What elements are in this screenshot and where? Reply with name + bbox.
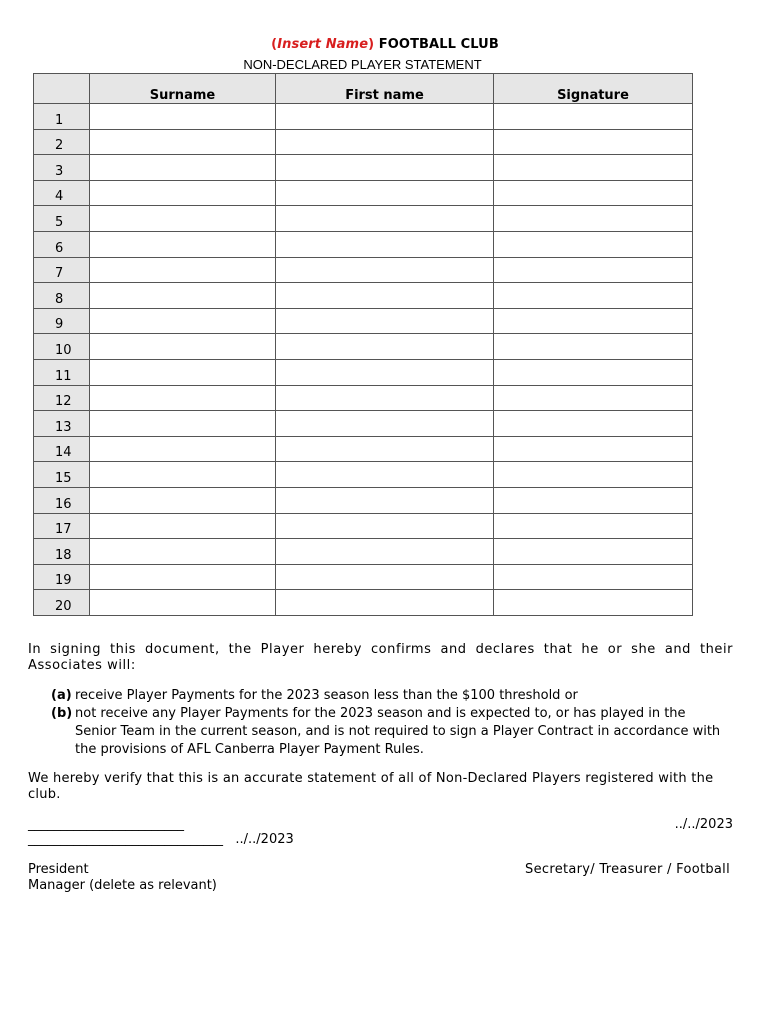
item-text: receive Player Payments for the 2023 season less than the $100 threshold or [75, 688, 578, 703]
first-name-cell[interactable] [276, 231, 494, 257]
signature-cell[interactable] [494, 462, 693, 488]
surname-cell[interactable] [90, 436, 276, 462]
declaration-items [51, 687, 731, 759]
row-number: 15 [34, 462, 90, 488]
surname-cell[interactable] [90, 206, 276, 232]
signature-cell[interactable] [494, 206, 693, 232]
first-name-cell[interactable] [276, 334, 494, 360]
table-row [34, 590, 693, 616]
player-table [33, 73, 693, 616]
president-label: President [28, 862, 89, 877]
signature-cell[interactable] [494, 308, 693, 334]
first-name-cell[interactable] [276, 590, 494, 616]
first-name-cell[interactable] [276, 206, 494, 232]
item-text: not receive any Player Payments for the 2023 season and is expected to, or has played in the Senior Team in the current season, and is not required to sign a Player Contract in accordance with the provisions of AFL Canberra Player Payment Rules. [75, 706, 721, 757]
signature-cell[interactable] [494, 436, 693, 462]
secretary-label: Secretary/ Treasurer / Football [525, 862, 730, 877]
signature-cell[interactable] [494, 129, 693, 155]
signature-line-with-date: ______________________________ ../../2023 [28, 832, 294, 847]
row-number: 20 [34, 590, 90, 616]
surname-cell[interactable] [90, 487, 276, 513]
table-row [34, 385, 693, 411]
signature-cell[interactable] [494, 513, 693, 539]
first-name-cell[interactable] [276, 564, 494, 590]
table-row [34, 462, 693, 488]
surname-cell[interactable] [90, 129, 276, 155]
signature-cell[interactable] [494, 385, 693, 411]
signature-cell[interactable] [494, 257, 693, 283]
insert-name-placeholder: Insert Name [277, 37, 369, 52]
row-number: 4 [34, 180, 90, 206]
surname-cell[interactable] [90, 308, 276, 334]
first-name-cell[interactable] [276, 129, 494, 155]
row-number: 18 [34, 539, 90, 565]
table-row [34, 257, 693, 283]
surname-cell[interactable] [90, 513, 276, 539]
table-row [34, 155, 693, 181]
first-name-cell[interactable] [276, 385, 494, 411]
surname-cell[interactable] [90, 539, 276, 565]
signature-cell[interactable] [494, 180, 693, 206]
surname-cell[interactable] [90, 462, 276, 488]
table-row [34, 231, 693, 257]
table-row [34, 359, 693, 385]
table-row [34, 283, 693, 309]
manager-label: Manager (delete as relevant) [28, 878, 217, 893]
item-marker: (b) [51, 706, 73, 721]
title-placeholder: (Insert Name) [271, 37, 375, 52]
row-number: 3 [34, 155, 90, 181]
surname-cell[interactable] [90, 385, 276, 411]
table-row [34, 334, 693, 360]
first-name-cell[interactable] [276, 257, 494, 283]
surname-cell[interactable] [90, 180, 276, 206]
row-number: 9 [34, 308, 90, 334]
column-header-number [34, 74, 90, 104]
surname-cell[interactable] [90, 104, 276, 130]
table-row [34, 308, 693, 334]
signature-cell[interactable] [494, 411, 693, 437]
column-header-first-name: First name [276, 74, 494, 104]
surname-cell[interactable] [90, 283, 276, 309]
table-row [34, 180, 693, 206]
surname-cell[interactable] [90, 155, 276, 181]
table-row [34, 129, 693, 155]
verification-paragraph: We hereby verify that this is an accurate statement of all of Non-Declared Players registered with the club. [28, 771, 714, 802]
surname-cell[interactable] [90, 411, 276, 437]
list-item [51, 705, 731, 759]
first-name-cell[interactable] [276, 487, 494, 513]
signature-cell[interactable] [494, 231, 693, 257]
signature-cell[interactable] [494, 283, 693, 309]
row-number: 5 [34, 206, 90, 232]
declaration-paragraph: In signing this document, the Player hereby confirms and declares that he or she and their Associates will: [28, 642, 733, 673]
item-marker: (a) [51, 688, 72, 703]
table-row [34, 539, 693, 565]
surname-cell[interactable] [90, 334, 276, 360]
date-field: ../../2023 [674, 817, 733, 832]
signature-cell[interactable] [494, 104, 693, 130]
first-name-cell[interactable] [276, 283, 494, 309]
signature-cell[interactable] [494, 487, 693, 513]
surname-cell[interactable] [90, 590, 276, 616]
signature-cell[interactable] [494, 539, 693, 565]
signature-cell[interactable] [494, 590, 693, 616]
document-subtitle: NON-DECLARED PLAYER STATEMENT [243, 57, 482, 72]
signature-cell[interactable] [494, 334, 693, 360]
column-header-signature: Signature [494, 74, 693, 104]
column-header-surname: Surname [90, 74, 276, 104]
row-number: 17 [34, 513, 90, 539]
row-number: 13 [34, 411, 90, 437]
row-number: 6 [34, 231, 90, 257]
list-item [51, 687, 731, 705]
player-rows [34, 104, 693, 616]
row-number: 2 [34, 129, 90, 155]
surname-cell[interactable] [90, 257, 276, 283]
table-row [34, 436, 693, 462]
table-row [34, 487, 693, 513]
document-title [0, 37, 770, 52]
first-name-cell[interactable] [276, 462, 494, 488]
row-number: 7 [34, 257, 90, 283]
signature-cell[interactable] [494, 155, 693, 181]
surname-cell[interactable] [90, 564, 276, 590]
surname-cell[interactable] [90, 231, 276, 257]
table-row [34, 564, 693, 590]
table-row [34, 411, 693, 437]
first-name-cell[interactable] [276, 180, 494, 206]
first-name-cell[interactable] [276, 436, 494, 462]
first-name-cell[interactable] [276, 359, 494, 385]
table-row [34, 206, 693, 232]
row-number: 1 [34, 104, 90, 130]
signature-cell[interactable] [494, 564, 693, 590]
first-name-cell[interactable] [276, 308, 494, 334]
club-label: FOOTBALL CLUB [374, 37, 499, 52]
first-name-cell[interactable] [276, 104, 494, 130]
first-name-cell[interactable] [276, 411, 494, 437]
row-number: 8 [34, 283, 90, 309]
table-row [34, 513, 693, 539]
first-name-cell[interactable] [276, 539, 494, 565]
first-name-cell[interactable] [276, 155, 494, 181]
row-number: 10 [34, 334, 90, 360]
table-header-row [34, 74, 693, 104]
row-number: 19 [34, 564, 90, 590]
table-row [34, 104, 693, 130]
row-number: 12 [34, 385, 90, 411]
signature-cell[interactable] [494, 359, 693, 385]
row-number: 14 [34, 436, 90, 462]
signature-line: ________________________ [28, 817, 184, 832]
surname-cell[interactable] [90, 359, 276, 385]
row-number: 16 [34, 487, 90, 513]
first-name-cell[interactable] [276, 513, 494, 539]
row-number: 11 [34, 359, 90, 385]
